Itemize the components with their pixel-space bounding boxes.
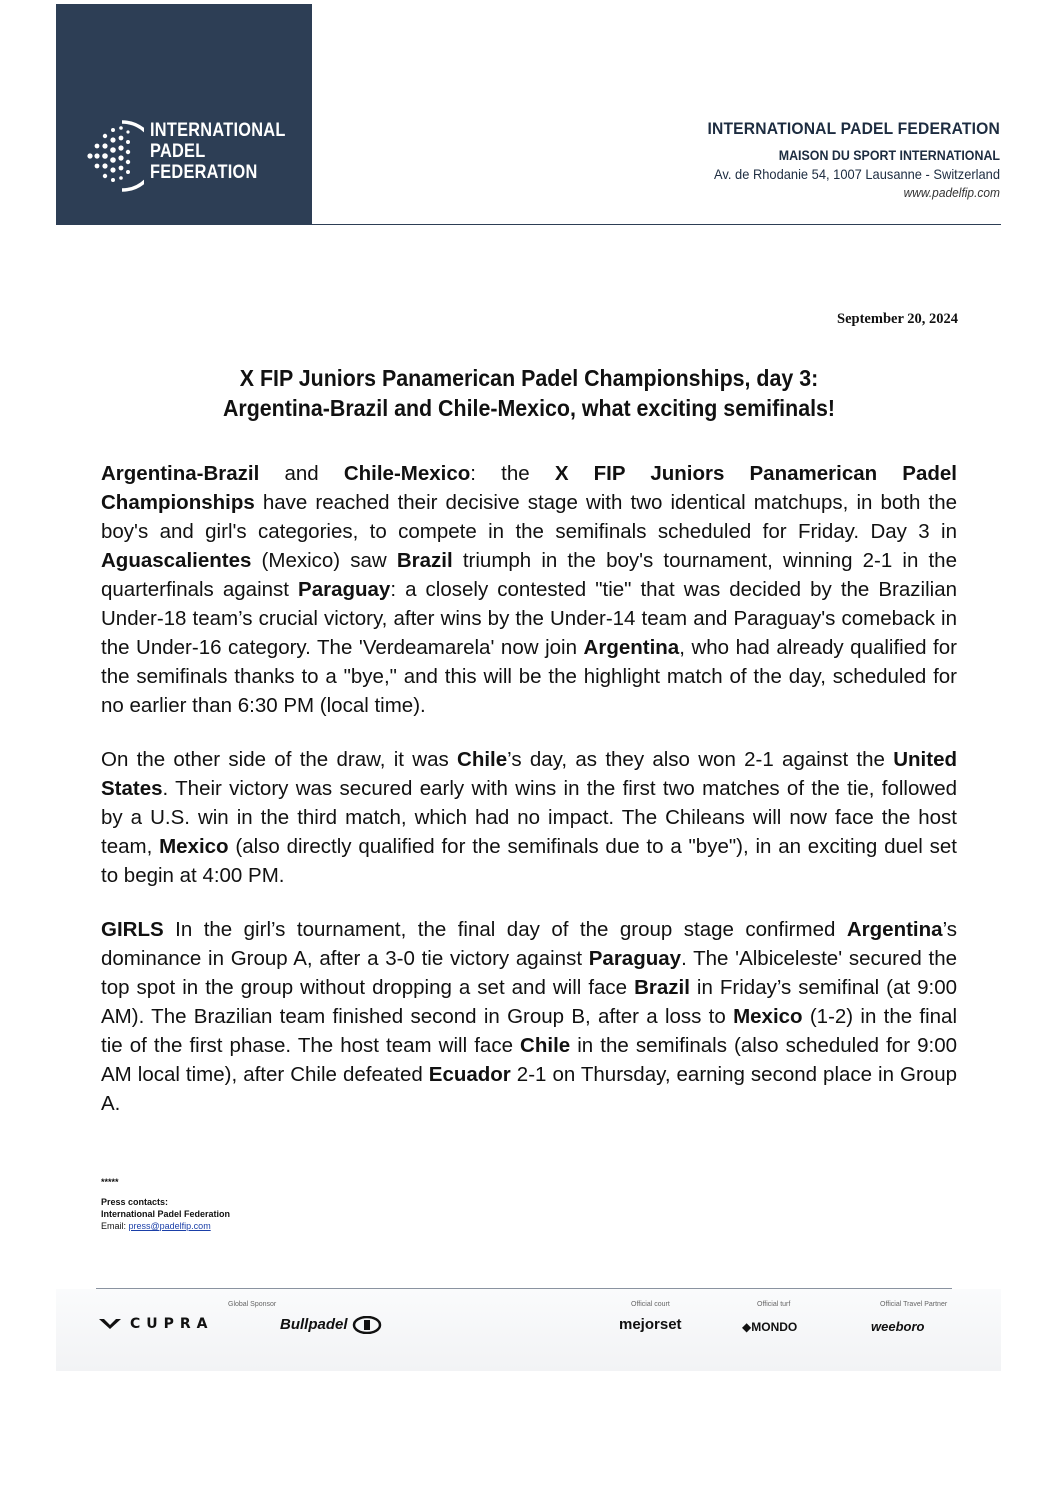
org-address-block: [682, 119, 1000, 200]
paragraph: [101, 915, 957, 1118]
turf-caption: Official turf: [757, 1301, 791, 1308]
text-run: : a closely contested "tie" that was decided by the Brazilian Under-18 team’s crucial victory, after wins by the Under-14 team and Paraguay's comeback in the Under-16 category. The 'Verdeamarela' now join: [101, 578, 957, 659]
logo-panel: [56, 4, 312, 225]
bold-text: Mexico: [733, 1005, 803, 1028]
mejorset-logo: mejorset: [619, 1316, 682, 1333]
travel-caption: Official Travel Partner: [880, 1301, 948, 1308]
padel-ball-logo-icon: [84, 116, 144, 196]
bold-text: Brazil: [634, 976, 690, 999]
bold-text: Mexico: [159, 835, 229, 858]
text-run: : the: [470, 462, 555, 485]
global-sponsor-caption: Global Sponsor: [228, 1301, 277, 1308]
bullpadel-icon: [352, 1316, 382, 1334]
cupra-icon: [98, 1317, 122, 1331]
bold-text: Argentina-Brazil: [101, 462, 260, 485]
bold-text: Paraguay: [588, 947, 682, 970]
mondo-logo: [742, 1320, 797, 1334]
bold-text: Chile: [457, 748, 508, 771]
org-address: Av. de Rhodanie 54, 1007 Lausanne - Switzerland: [714, 166, 1000, 182]
bullpadel-logo: [280, 1316, 382, 1334]
bullpadel-wordmark: Bullpadel: [280, 1316, 348, 1333]
bold-text: Chile: [520, 1034, 571, 1057]
text-run: 2-1 on Thursday, earning second place in Group A.: [101, 1063, 957, 1115]
text-run: In the girl’s tournament, the final day of the group stage confirmed: [163, 918, 847, 941]
title-line: Argentina-Brazil and Chile-Mexico, what exciting semifinals!: [222, 395, 836, 421]
paragraph: [101, 459, 957, 720]
org-building: MAISON DU SPORT INTERNATIONAL: [778, 148, 1000, 163]
logo-wordmark: [150, 120, 286, 183]
email-label: Email:: [101, 1221, 129, 1231]
text-run: , who had already qualified for the semifinals thanks to a "bye," and this will be the highlight match of the day, scheduled for no earlier than 6:30 PM (local time).: [101, 636, 957, 717]
weeboro-logo: weeboro: [871, 1319, 925, 1334]
org-website-link[interactable]: www.padelfip.com: [903, 185, 1000, 200]
text-run: (Mexico) saw: [251, 549, 397, 572]
text-run: On the other side of the draw, it was: [101, 748, 458, 771]
bold-text: X FIP Juniors Panamerican Padel Championships: [101, 462, 957, 514]
text-run: (also directly qualified for the semifinals due to a "bye"), in an exciting duel set to begin at 4:00 PM.: [101, 835, 957, 887]
contacts-org: International Padel Federation: [101, 1209, 231, 1219]
bold-text: GIRLS: [101, 918, 164, 941]
mondo-icon: ◆: [742, 1320, 752, 1334]
bold-text: Argentina: [846, 918, 943, 941]
text-run: . Their victory was secured early with wins in the first two matches of the tie, followed by a U.S. win in the third match, which had no impact. The Chileans will now face the host team,: [101, 777, 957, 858]
court-caption: Official court: [631, 1301, 670, 1308]
text-run: (1-2) in the final tie of the first phase. The host team will face: [101, 1005, 958, 1057]
release-date: September 20, 2024: [837, 311, 958, 327]
bold-text: Brazil: [396, 549, 453, 572]
logo-line: INTERNATIONAL: [150, 120, 286, 141]
paragraph: [101, 745, 957, 890]
text-run: have reached their decisive stage with two identical matchups, in both the boy's and girl's categories, to compete in the semifinals scheduled for Friday. Day 3 in: [101, 491, 957, 543]
text-run: and: [259, 462, 344, 485]
contacts-heading: Press contacts:: [101, 1197, 169, 1207]
mondo-wordmark: MONDO: [751, 1320, 798, 1334]
text-run: in Friday’s semifinal (at 9:00 AM). The Brazilian team finished second in Group B, after a loss to: [101, 976, 957, 1028]
logo-line: PADEL: [150, 141, 206, 162]
text-run: . The 'Albiceleste' secured the top spot in the group without dropping a set and will face: [101, 947, 958, 999]
text-run: in the semifinals (also scheduled for 9:00 AM local time), after Chile defeated: [101, 1034, 957, 1086]
bold-text: Argentina: [583, 636, 680, 659]
bold-text: Paraguay: [298, 578, 391, 601]
logo-line: FEDERATION: [150, 162, 258, 183]
header-divider: [312, 224, 1001, 225]
article-body: [101, 459, 957, 1143]
email-link[interactable]: press@padelfip.com: [128, 1221, 211, 1231]
text-run: ’s day, as they also won 2-1 against the: [507, 748, 894, 771]
org-name: INTERNATIONAL PADEL FEDERATION: [707, 119, 1000, 138]
bold-text: United States: [101, 748, 957, 800]
title-line: X FIP Juniors Panamerican Padel Championships, day 3:: [239, 365, 819, 391]
bold-text: Aguascalientes: [101, 549, 252, 572]
separator: *****: [101, 1177, 119, 1187]
text-run: ’s dominance in Group A, after a 3-0 tie victory against: [101, 918, 957, 970]
bold-text: Ecuador: [428, 1063, 511, 1086]
press-contacts: [101, 1176, 230, 1232]
text-run: triumph in the boy's tournament, winning 2-1 in the quarterfinals against: [101, 549, 957, 601]
cupra-wordmark: CUPRA: [130, 1316, 214, 1332]
bold-text: Chile-Mexico: [343, 462, 471, 485]
cupra-logo: [98, 1316, 214, 1332]
document-title: [111, 363, 946, 423]
